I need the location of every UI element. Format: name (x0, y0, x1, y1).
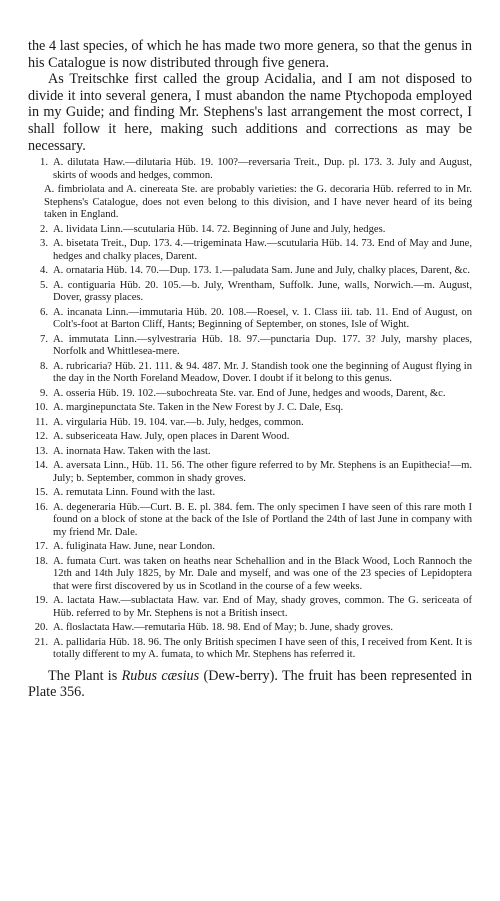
species-list (28, 157, 472, 662)
entry-number: 14. (34, 460, 48, 472)
species-entry (28, 307, 472, 332)
entry-text: A. contiguaria Hüb. 20. 105.—b. July, Wrentham, Suffolk. June, walls, Norwich.—m. August, Dover, grassy places. (53, 279, 472, 304)
species-entry (28, 622, 472, 635)
entry-number: 12. (34, 431, 48, 443)
entry-number: 18. (34, 555, 48, 567)
entry-number: 9. (40, 387, 48, 399)
entry-number: 16. (34, 501, 48, 513)
entry-text: A. osseria Hüb. 19. 102.—subochreata Ste. var. End of June, hedges and woods, Darent, &c. (53, 387, 446, 399)
entry-text: A. immutata Linn.—sylvestraria Hüb. 18. 97.—punctaria Dup. 177. 3? July, marshy places, Norfolk and Whittlesea-mere. (53, 333, 472, 358)
entry-text: A. floslactata Haw.—remutaria Hüb. 18. 98. End of May; b. June, shady groves. (53, 622, 393, 634)
species-entry (28, 417, 472, 430)
species-entry (28, 224, 472, 237)
species-entry (28, 265, 472, 278)
entry-number: 5. (40, 279, 48, 291)
entry-number: 4. (40, 265, 48, 277)
entry-text: A. marginepunctata Ste. Taken in the New Forest by J. C. Dale, Esq. (53, 402, 344, 414)
arrangement-paragraph: As Treitschke first called the group Acidalia, and I am not disposed to divide it into several genera, I must abandon the name Ptychopoda employed in my Guide; and finding Mr. Stephens's last arrangement the most correct, I shall follow it here, making such additions and corrections as may be necessary. (28, 71, 472, 154)
entry-text: A. inornata Haw. Taken with the last. (53, 445, 211, 457)
entry-number: 17. (34, 541, 48, 553)
species-entry (28, 595, 472, 620)
species-entry (28, 334, 472, 359)
entry-number: 20. (34, 622, 48, 634)
entry-number: 13. (34, 445, 48, 457)
entry-text: A. fumata Curt. was taken on heaths near Schehallion and in the Black Wood, Loch Rannoch the 12th and 14th July 1825, by Mr. Dale and myself, and was one of the 23 species of Lepidoptera that were first discovered by us in Scotland in the course of a few weeks. (53, 555, 472, 592)
species-entry (28, 402, 472, 415)
species-note: A. fimbriolata and A. cinereata Ste. are probably varieties: the G. decoraria Hüb. referred to in Mr. Stephens's Catalogue, does not even belong to this division, and I have never heard of its being taken in England. (44, 184, 472, 221)
species-entry (28, 280, 472, 305)
entry-text: A. virgularia Hüb. 19. 104. var.—b. July, hedges, common. (53, 416, 304, 428)
entry-text: A. degeneraria Hüb.—Curt. B. E. pl. 384. fem. The only specimen I have seen of this rare moth I found on a block of stone at the back of the Isle of Portland the 24th of last June in company with my friend Mr. Dale. (53, 501, 472, 538)
entry-text: A. dilutata Haw.—dilutaria Hüb. 19. 100?—reversaria Treit., Dup. pl. 173. 3. July and August, skirts of woods and hedges, common. (53, 157, 472, 181)
species-entry (28, 502, 472, 540)
species-entry (28, 487, 472, 500)
entry-text: A. pallidaria Hüb. 18. 96. The only British specimen I have seen of this, I received from Kent. It is totally different to my A. fumata, to which Mr. Stephens has referred it. (53, 636, 472, 661)
entry-number: 19. (34, 595, 48, 607)
entry-number: 7. (40, 333, 48, 345)
species-entry (28, 361, 472, 386)
closing-text-before: The Plant is (48, 667, 122, 684)
species-entry (28, 556, 472, 594)
species-entry (28, 541, 472, 554)
species-entry (28, 157, 472, 182)
species-entry (28, 431, 472, 444)
entry-text: A. lactata Haw.—sublactata Haw. var. End of May, shady groves, common. The G. sericeata of Hüb. referred to by Mr. Stephens is not a British insect. (53, 595, 472, 619)
entry-number: 10. (34, 402, 48, 414)
species-entry (28, 460, 472, 485)
entry-text: A. ornataria Hüb. 14. 70.—Dup. 173. 1.—paludata Sam. June and July, chalky places, Darent, &c. (53, 265, 471, 277)
plant-name: Rubus cæsius (121, 667, 200, 684)
entry-text: A. lividata Linn.—scutularia Hüb. 14. 72. Beginning of June and July, hedges. (53, 223, 386, 235)
entry-text: A. remutata Linn. Found with the last. (53, 487, 216, 499)
entry-text: A. bisetata Treit., Dup. 173. 4.—trigeminata Haw.—scutularia Hüb. 14. 73. End of May and June, hedges and chalky places, Darent. (53, 238, 472, 262)
intro-paragraph: the 4 last species, of which he has made two more genera, so that the genus in his Catalogue is now distributed through five genera. (28, 38, 472, 71)
entry-number: 3. (40, 238, 48, 250)
entry-number: 8. (40, 360, 48, 372)
entry-number: 11. (35, 416, 48, 428)
species-entry (28, 238, 472, 263)
entry-number: 6. (40, 306, 48, 318)
closing-paragraph (28, 668, 472, 701)
entry-text: A. incanata Linn.—immutaria Hüb. 20. 108.—Roesel, v. 1. Class iii. tab. 11. End of August, on Colt's-foot at Barton Cliff, Hants; Beginning of September, on stones, Isle of Wight. (53, 306, 472, 331)
species-entry (28, 446, 472, 459)
entry-number: 15. (34, 487, 48, 499)
species-entry (28, 388, 472, 401)
entry-text: A. aversata Linn., Hüb. 11. 56. The other figure referred to by Mr. Stephens is an Eupithecia!—m. July; b. September, common in shady groves. (53, 460, 472, 484)
species-entry (28, 637, 472, 662)
entry-number: 21. (34, 636, 48, 648)
entry-number: 2. (40, 223, 48, 235)
entry-text: A. rubricaria? Hüb. 21. 111. & 94. 487. Mr. J. Standish took one the beginning of August flying in the day in the North Foreland Meadow, Dover. I doubt if it belong to this genus. (53, 360, 472, 385)
entry-number: 1. (40, 157, 48, 169)
entry-text: A. subsericeata Haw. July, open places in Darent Wood. (53, 431, 290, 443)
closing-text-after: (Dew-berry). The fruit has been represented in Plate 356. (28, 667, 473, 701)
entry-text: A. fuliginata Haw. June, near London. (53, 541, 215, 553)
